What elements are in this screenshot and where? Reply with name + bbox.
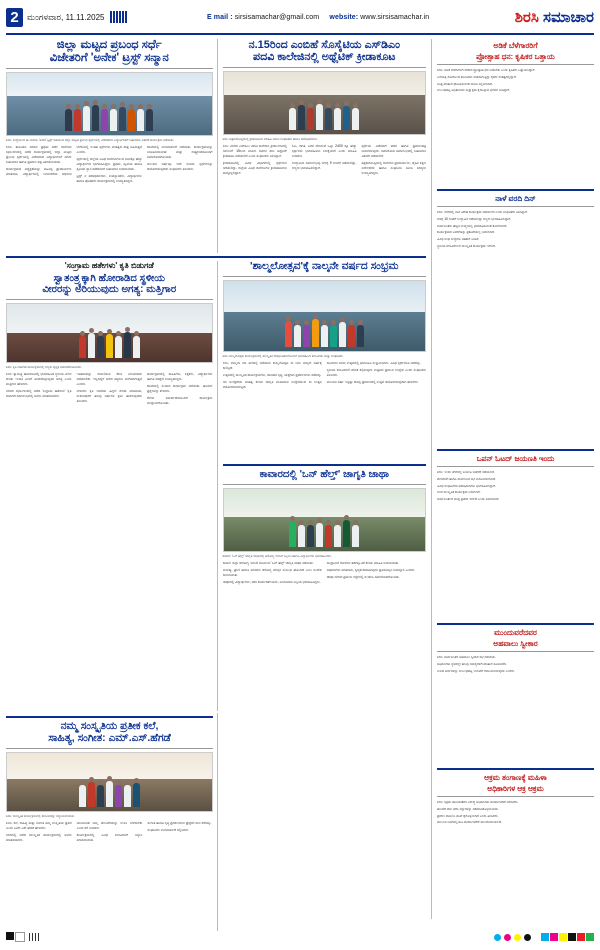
title-part-2: ಸಮಾಚಾರ xyxy=(542,8,594,26)
paragraph: ಮುಂದಿನ ವರ್ಷ ಇನ್ನಷ್ಟು ದೊಡ್ಡ ಪ್ರಮಾಣದಲ್ಲಿ ಉತ್ಸವ ಆಯೋಜಿಸುವುದಾಗಿ ಹೇಳಿದರು. xyxy=(326,380,419,385)
paragraph: ವಿವಿಧ ಸಂಘ ಸಂಸ್ಥೆಗಳು ಸಹಕಾರ ನೀಡಿವೆ. xyxy=(437,237,480,242)
sidebar-item-5-title-line2: ಅಧಿಕಾರಿಗಳ ಆಕ್ರ ಆಕ್ರಮ xyxy=(487,784,544,793)
paragraph: ಶಿರಸಿ: ತಾಲೂಕಿನ ಸರಕಾರಿ ಪ್ರಥಮ ದರ್ಜೆ ಕಾಲೇಜಿನ ಸಭಾಂಗಣದಲ್ಲಿ ನಡೆದ ಕಾರ್ಯಕ್ರಮದಲ್ಲಿ ಜಿಲ್ಲಾ ಮಟ್ಟದ ಪ್ರಬಂಧ ಸ್ಪರ್ಧೆಯಲ್ಲಿ ವಿಜೇತರಾದ ವಿದ್ಯಾರ್ಥಿಗಳಿಗೆ ನಗದು ಬಹುಮಾನ ಹಾಗೂ ಪ್ರಮಾಣ ಪತ್ರ ವಿತರಿಸಲಾಯಿತು. xyxy=(6,145,72,165)
article-3 xyxy=(6,261,218,711)
dateline-day: ಮಂಗಳವಾರ, xyxy=(27,11,64,22)
article-2-caption: ಶಿರಸಿ: ಪತ್ರಿಕಾಗೋಷ್ಠಿಯಲ್ಲಿ ಕ್ರೀಡಾಕೂಟದ ಮಾಹಿತಿ ನೀಡಿದ ಸಂಘಟಕರು ಹಾಗೂ ಪದಾಧಿಕಾರಿಗಳು. xyxy=(222,136,318,141)
email-label: E mail : xyxy=(206,13,233,21)
barcode-marks xyxy=(110,11,127,23)
article-6 xyxy=(6,713,218,931)
paragraph: ಸಂಬಂಧಪಟ್ಟ ಅಧಿಕಾರಿಗಳು ಶೀಘ್ರ ಕ್ರಮ ಕೈಗೊಳ್ಳುವ ಭರವಸೆ ನೀಡಿದ್ದಾರೆ. xyxy=(437,88,511,93)
photo-figures xyxy=(224,319,426,347)
paragraph: ಜಾಥಾ ನಗರದ ಪ್ರಮುಖ ರಸ್ತೆಗಳಲ್ಲಿ ಸಂಚರಿಸಿ ಸಮಾರೋಪಗೊಂಡಿತು. xyxy=(326,575,400,580)
article-3-photo xyxy=(6,303,213,363)
paragraph: ಸಾರ್ವಜನಿಕರಿಗೆ ಮುಕ್ತ ಪ್ರವೇಶ ಇರಲಿದೆ ಎಂದು ತಿಳಿಸಲಾಗಿದೆ. xyxy=(437,497,500,502)
article-4-body xyxy=(223,361,427,461)
paragraph: ಕ್ರೀಡಾಕೂಟದಲ್ಲಿ ವಿವಿಧ ವಿಭಾಗಗಳಲ್ಲಿ ಸ್ಪರ್ಧೆಗಳು ನಡೆಯಲಿದ್ದು, ಜಿಲ್ಲೆಯ ವಿವಿಧ ಕಾಲೇಜುಗಳ ಕ್ರೀಡಾಪಟುಗಳು ಪಾಲ್ಗೊಳ್ಳಲಿದ್ದಾರೆ. xyxy=(222,160,287,175)
sidebar-item-5-title-line1: ಆಕ್ರಮ ತಂಗಾಣಕ್ಕೆ ಮಹಿಳಾ xyxy=(484,773,547,782)
article-1-body xyxy=(6,145,213,253)
sidebar-item-5 xyxy=(437,773,594,950)
website-value[interactable]: www.sirsisamachar.in xyxy=(360,13,430,21)
article-5-headline: ಕಾವಾರದಲ್ಲಿ 'ಒನ್ ಹೆಲ್ತ್' ಜಾಗೃತಿ ಜಾಥಾ xyxy=(259,469,389,481)
article-3-caption: ಶಿರಸಿ: ಕೃತಿ ಬಿಡುಗಡೆ ಕಾರ್ಯಕ್ರಮದಲ್ಲಿ ಗಣ್ಯರು ಪುಸ್ತಕ ಬಿಡುಗಡೆಗೊಳಿಸಿದರು. xyxy=(6,364,82,369)
newspaper-title xyxy=(509,9,594,26)
article-5-photo xyxy=(223,488,427,552)
dateline-date: 11.11.2025 xyxy=(65,12,105,22)
article-1-headline-line1: ಜಿಲ್ಲಾ ಮಟ್ಟದ ಪ್ರಬಂಧ ಸರ್ಧೆ xyxy=(56,39,162,51)
registration-ticks xyxy=(29,933,39,941)
article-1 xyxy=(6,39,218,253)
sidebar-item-4 xyxy=(437,628,594,765)
paragraph: ಶಿರಸಿ: ಸ್ವಾತಂತ್ರ್ಯ ಹೋರಾಟದಲ್ಲಿ ಭಾಗವಹಿಸಿದ ಸ್ಥಳೀಯ ವೀರರ ಕುರಿತು ಇಂದಿನ ಪೀಳಿಗೆ ತಿಳಿದುಕೊಳ್ಳುವುದು ಅಗತ್ಯ ಎಂದು ಮತ್ತಿಗಾರ ಹೇಳಿದರು. xyxy=(6,372,72,386)
paragraph: ಉಳಿದ ಅರ್ಜಿಗಳನ್ನು ಸಂಬಂಧಪಟ್ಟ ಇಲಾಖೆಗೆ ರವಾನಿಸಲಾಗುವುದು ಎಂದರು. xyxy=(437,668,516,673)
article-4-headline: 'ಶಾಲ್ಮಲೋತ್ಸವ'ಕ್ಕೆ ನಾಲ್ಕನೇ ವರ್ಷದ ಸಂಭ್ರಮ xyxy=(250,260,399,273)
article-5-body xyxy=(223,561,427,711)
article-2-headline-line2: ಪದವಿ ಕಾಲೇಜಿನಲ್ಲಿ ಅಥ್ಲೆಟಿಕ್ ಕ್ರೀಡಾಕೂಟ xyxy=(253,51,396,64)
paragraph: ನಗರದ ಸಭಾಂಗಣದಲ್ಲಿ ನಡೆದ 'ಸಂಗ್ರಾಮ ಹತೇಗಳು' ಕೃತಿ ಬಿಡುಗಡೆ ಸಮಾರಂಭದಲ್ಲಿ ಅವರು ಮಾತನಾಡಿದರು. xyxy=(6,388,72,398)
article-2-headline-line1: ನ.15ರಿಂದ ಎಂಬಿಹೆ ಸೊಸೈಟಿಯ ಎಸ್‌ಡಿಎಂ xyxy=(248,39,400,51)
paragraph: ಜಾಥಾದಲ್ಲಿ ವಿದ್ಯಾರ್ಥಿಗಳು, ಆಶಾ ಕಾರ್ಯಕರ್ತೆಯರು, ಅಂಗನವಾಡಿ ಸಿಬ್ಬಂದಿ ಭಾಗವಹಿಸಿದ್ದರು. xyxy=(222,579,321,584)
article-4-caption: ಶಿರಸಿ: ಶಾಲ್ಮಲೋತ್ಸವ ಕಾರ್ಯಕ್ರಮದಲ್ಲಿ ಸಾಂಸ್ಕೃತಿಕ ವೇಷಭೂಷಣದೊಂದಿಗೆ ಭಾಗವಹಿಸಿದ ಕಲಾವಿದರು ಮತ್ತು ಸಂಘಟಕರು. xyxy=(222,353,344,358)
paragraph: ಅಧಿಕಾರಿಗಳು ಸ್ಥಳದಲ್ಲೇ ಹಲವು ಸಮಸ್ಯೆಗಳಿಗೆ ಪರಿಹಾರ ಸೂಚಿಸಿದರು. xyxy=(437,661,508,666)
paragraph: ಸ್ಥಳೀಯ ಕಲಾವಿದರಿಂದ ಸಾಂಸ್ಕೃತಿಕ ಕಾರ್ಯಕ್ರಮ ಇರಲಿದೆ. xyxy=(437,243,496,248)
email-value[interactable]: sirsisamachar@gmail.com xyxy=(234,13,320,21)
sidebar-item-3-title-line1: ಒಪನ್ ಓಟದ್ ಜಯಣತಿ ಇಂದು xyxy=(476,454,555,463)
sidebar-item-1 xyxy=(437,41,594,186)
photo-figures xyxy=(7,332,212,358)
article-2-body xyxy=(223,144,427,252)
sidebar-item-2 xyxy=(437,194,594,446)
article-1-headline-line2: ವಿಜೇತರಿಗೆ 'ಅನೇಕ' ಟ್ರಸ್ಟ್ ಸನ್ಮಾನ xyxy=(49,51,169,64)
sidebar-item-3-body xyxy=(437,470,594,620)
paragraph: ಎಲೆಚುಕ್ಕಿ ರೋಗದಿಂದ ತೋಟಗಳು ನಾಶವಾಗುತ್ತಿದ್ದು ರೈತರು ಸಂಕಷ್ಟದಲ್ಲಿದ್ದಾರೆ. xyxy=(437,74,517,79)
paragraph: ಕೊನೆಯಲ್ಲಿ ವಂದನಾರ್ಪಣೆ ನಡೆಯಿತು. ಕಾರ್ಯಕ್ರಮವನ್ನು ನಿರೂಪಿಸಲಾಯಿತು ಮತ್ತು ರಾಷ್ಟ್ರಗೀತೆಯೊಂದಿಗೆ ಸಮಾರೋಪಗೊಂಡಿತು. xyxy=(147,145,213,160)
sidebar-item-5-body xyxy=(437,800,594,950)
registration-right xyxy=(541,933,594,941)
article-3-kicker: 'ಸಂಗ್ರಾಮ ಹತೇಗಳು' ಕೃತಿ ಬಿಡುಗಡೆ xyxy=(64,261,154,271)
article-2-photo xyxy=(223,71,427,135)
article-6-body xyxy=(6,821,213,931)
paragraph: ಸಂಜೆ ಸಾಂಸ್ಕೃತಿಕ ಕಾರ್ಯಕ್ರಮ ಜರುಗಲಿದೆ. xyxy=(437,490,481,495)
paragraph: ಮುಂದಿನ ದಿನಗಳಲ್ಲಿಯೂ ಕಾರ್ಯಾಚರಣೆ ಮುಂದುವರಿಯಲಿದೆ. xyxy=(437,820,502,825)
website-label: website: xyxy=(329,13,359,21)
registration-left xyxy=(6,932,25,942)
contact-line xyxy=(127,14,508,21)
title-part-1: ಶಿರಸಿ xyxy=(514,8,539,26)
article-6-caption: ಶಿರಸಿ: ಸಾಂಸ್ಕೃತಿಕ ಕಾರ್ಯಕ್ರಮದಲ್ಲಿ ಕಲಾವಿದರನ್ನು ಸನ್ಮಾನಿಸಲಾಯಿತು. xyxy=(6,813,75,818)
paragraph: ಸ್ಪರ್ಧೆಯ ವಿಜೇತರಿಗೆ ಪದಕ ಹಾಗೂ ಪ್ರಮಾಣಪತ್ರ ನೀಡಲಾಗುವುದು. ಸಮಾರೋಪ ಸಮಾರಂಭದಲ್ಲಿ ಬಹುಮಾನ ವಿತರಣೆ ನಡೆಯಲಿದೆ. xyxy=(361,144,426,158)
sidebar-item-3 xyxy=(437,454,594,620)
sidebar-item-1-body xyxy=(437,68,594,186)
paragraph: ಸಾರ್ವಜನಿಕರು ಹೆಚ್ಚಿನ ಸಂಖ್ಯೆಯಲ್ಲಿ ಭಾಗವಹಿಸುವಂತೆ ಕೋರಲಾಗಿದೆ. xyxy=(437,223,508,228)
paragraph: ಇತಿಹಾಸವನ್ನು ದಾಖಲಿಸುವ ಕೆಲಸ ನಿರಂತರವಾಗಿ ನಡೆಯಬೇಕು. ಇಲ್ಲದಿದ್ದರೆ ಅನೇಕ ಸತ್ಯಗಳು ಮರೆಯಾಗುತ್ತವೆ ಎಂದರು. xyxy=(76,372,142,386)
article-5-caption: ಕಾವಾರ: 'ಒನ್ ಹೆಲ್ತ್' ಜಾಗೃತಿ ಜಾಥಾದಲ್ಲಿ ಆರೋಗ್ಯ ಇಲಾಖೆ ಸಿಬ್ಬಂದಿ ಹಾಗೂ ವಿದ್ಯಾರ್ಥಿಗಳು ಭಾಗವಹಿಸಿದರು. xyxy=(222,553,332,558)
page-columns xyxy=(6,39,594,919)
paragraph: ಶಿರಸಿ: ನಗರದಲ್ಲಿ ನಾಳೆ ವಿಶೇಷ ಕಾರ್ಯಕ್ರಮ ನಡೆಯಲಿದೆ ಎಂದು ಸಂಘಟಕರು ತಿಳಿಸಿದ್ದಾರೆ. xyxy=(437,210,528,214)
paragraph: ಅಧಿಕಾರಿಗಳು ಮಾತನಾಡಿ, ಸ್ವಚ್ಛತೆ ಕಾಪಾಡುವುದು ಪ್ರತಿಯೊಬ್ಬರ ಜವಾಬ್ದಾರಿ ಎಂದರು. xyxy=(326,568,416,573)
sidebar-item-4-title-line2: ಅಹವಾಲು ಸ್ವೀಕಾರ xyxy=(493,639,538,648)
paragraph: ಪ್ರಕರಣ ದಾಖಲಿಸಿ ತನಿಖೆ ಕೈಗೊಳ್ಳಲಾಗಿದೆ ಎಂದು ತಿಳಿಸಿದರು. xyxy=(437,813,499,818)
paragraph: ಶಿರಸಿ: ಕಲೆ, ಸಾಹಿತ್ಯ ಮತ್ತು ಸಂಗೀತ ನಮ್ಮ ಸಂಸ್ಕೃತಿಯ ಪ್ರತೀಕ ಎಂದು ಎಮ್.ಎಸ್.ಹೆಗಡೆ ಹೇಳಿದರು. xyxy=(6,821,72,831)
paragraph: ಯುವಜನತೆ ನಮ್ಮ ಪರಂಪರೆಯನ್ನು ಉಳಿಸಿ ಬೆಳೆಸಬೇಕು ಎಂದು ಕರೆ ನೀಡಿದರು. xyxy=(76,821,143,831)
sidebar-item-2-body xyxy=(437,210,594,446)
paragraph: ನಗರದಲ್ಲಿ ನಡೆದ ಸಾಂಸ್ಕೃತಿಕ ಕಾರ್ಯಕ್ರಮದಲ್ಲಿ ಅವರು ಮಾತನಾಡಿದರು. xyxy=(6,833,72,842)
article-6-headline-line1: ನಮ್ಮ ಸಂಸ್ಕೃತಿಯ ಪ್ರತೀಕ ಕಲೆ, xyxy=(60,720,159,733)
paragraph: ಕೊನೆಯಲ್ಲಿ ಸಂವಾದ ಕಾರ್ಯಕ್ರಮ ನಡೆಯಿತು. ಹಲವರು ಪ್ರಶ್ನೆಗಳನ್ನು ಕೇಳಿದರು. xyxy=(147,383,213,393)
photo-figures xyxy=(7,105,212,131)
paragraph: ಲೇಖಕರು ಕೃತಿ ರಚನೆಯ ಹಿನ್ನೆಲೆ ಕುರಿತು ಮಾತನಾಡಿ, ಸಂಶೋಧನೆಗೆ ಹಲವು ವರ್ಷಗಳ ಶ್ರಮ ಹಾಕಿರುವುದಾಗಿ ತಿಳಿಸಿದರು. xyxy=(76,388,142,403)
article-1-caption: ಶಿರಸಿ: ಸಂಸ್ಥೆಯಿಂದ ಈ ಬಾರಿಯ 'ಅನೇಕ' ಟ್ರಸ್ಟ್ ವತಿಯಿಂದ ಜಿಲ್ಲಾ ಮಟ್ಟದ ಪ್ರಬಂಧ ಸ್ಪರ್ಧೆಯಲ್ಲಿ ವಿಜೇತರಾದ ವಿದ್ಯಾರ್ಥಿಗಳಿಗೆ ಬಹುಮಾನ ವಿತರಣೆ ಕಾರ್ಯಕ್ರಮ ನಡೆಯಿತು. xyxy=(6,137,175,142)
page-number: 2 xyxy=(6,8,23,27)
paragraph: ಶಿರಸಿ: ನಗರದ ಎಸ್‌ಡಿಎಂ ಪದವಿ ಕಾಲೇಜಿನ ಕ್ರೀಡಾಂಗಣದಲ್ಲಿ ನವೆಂಬರ್ 15ರಿಂದ ಮೂರು ದಿನಗಳ ಕಾಲ ಅಥ್ಲೆಟಿಕ್ ಕ್ರೀಡಾಕೂಟ ನಡೆಯಲಿದೆ ಎಂದು ಸಂಘಟಕರು ತಿಳಿಸಿದ್ದಾರೆ. xyxy=(222,144,287,158)
paragraph: ವಿವಿಧ ಸಂಘಟನೆಗಳ ಪದಾಧಿಕಾರಿಗಳು ಭಾಗವಹಿಸಲಿದ್ದಾರೆ. xyxy=(437,483,496,488)
paragraph: ಸಂಗೀತ ಹಾಗೂ ನೃತ್ಯ ಪ್ರದರ್ಶನಗಳು ಪ್ರೇಕ್ಷಕರ ಮನ ಸೆಳೆದವು. xyxy=(147,821,212,826)
article-3-headline-line2: ವೀರರನ್ನು ಅರಿಯುವುದು ಅಗತ್ಯ: ಮತ್ತಿಗಾರ xyxy=(42,284,177,296)
masthead xyxy=(6,4,594,35)
paragraph: ಸೂಕ್ತ ಪರಿಹಾರ ಘೋಷಿಸುವಂತೆ ಮನವಿ ಸಲ್ಲಿಸಲಾಗಿದೆ. xyxy=(437,81,493,86)
paragraph: ಶಿರಸಿ: ಶಾಲ್ಮಲಾ ನದಿ ತೀರದಲ್ಲಿ ನಡೆಯುವ ಶಾಲ್ಮಲೋತ್ಸವ ಈ ಬಾರಿ ನಾಲ್ಕನೇ ವರ್ಷಕ್ಕೆ ಕಾಲಿಟ್ಟಿದೆ. xyxy=(222,361,322,371)
second-stories-row xyxy=(6,261,426,711)
article-3-headline-line1: ಸ್ವಾತಂತ್ರ್ಯಕ್ಕಾಗಿ ಹೋರಾಡಿದ ಸ್ಥಳೀಯ xyxy=(53,273,165,285)
paragraph: ಶಿರಸಿ: ಅಡಿಕೆ ಬೆಳೆಗಾರರಿಗೆ ಸರಕಾರ ಪ್ರೋತ್ಸಾಹ ಧನ ನೀಡಬೇಕು ಎಂದು ಕೃಷಿಕರು ಒತ್ತಾಯಿಸಿದ್ದಾರೆ. xyxy=(437,68,536,72)
photo-figures xyxy=(224,104,426,130)
paragraph: ಮೆರವಣಿಗೆ ಹಾಗೂ ಸಾರ್ವಜನಿಕ ಸಭೆ ಆಯೋಜಿಸಲಾಗಿದೆ. xyxy=(437,476,496,481)
paragraph: ಉದ್ಘಾಟನಾ ಸಮಾರಂಭವು ಬೆಳಿಗ್ಗೆ 9 ಗಂಟೆಗೆ ನಡೆಯಲಿದ್ದು, ಗಣ್ಯರು ಭಾಗವಹಿಸಲಿದ್ದಾರೆ. xyxy=(292,160,357,170)
paragraph: ಸ್ಥಳೀಯ ಕಲಾವಿದರಿಗೆ ವೇದಿಕೆ ಕಲ್ಪಿಸುವುದು ಉತ್ಸವದ ಪ್ರಮುಖ ಉದ್ದೇಶ ಎಂದು ಸಂಘಟಕರು ತಿಳಿಸಿದರು. xyxy=(326,368,426,378)
paragraph: ನದಿ ಸಂರಕ್ಷಣೆಯ ಮಹತ್ವ ಕುರಿತು ಜಾಗೃತಿ ಮೂಡಿಸುವ ಉದ್ದೇಶದಿಂದ ಈ ಉತ್ಸವ ಆಯೋಜಿಸಲಾಗುತ್ತಿದೆ. xyxy=(222,380,322,390)
paragraph: ಕಾರ್ಯಕ್ರಮದಲ್ಲಿ ವಿವಿಧ ಕಲಾವಿದರಿಗೆ ಸನ್ಮಾನ ಮಾಡಲಾಯಿತು. xyxy=(76,833,143,842)
sidebar-item-1-title-line2: ಪ್ರೋತ್ಸಾಹ ಧನ: ಕೃಷಿಕರ ಒತ್ತಾಯ xyxy=(476,52,555,61)
photo-figures xyxy=(224,520,426,547)
paragraph: ಮುಂದಿನ ವರ್ಷವೂ ಇದೇ ರೀತಿಯ ಸ್ಪರ್ಧೆಗಳನ್ನು ಆಯೋಜಿಸುವುದಾಗಿ ಸಂಘಟಕರು ತಿಳಿಸಿದರು. xyxy=(147,162,213,171)
paragraph: ಶಿರಸಿ: ಅಕ್ರಮ ಚಟುವಟಿಕೆಗಳ ವಿರುದ್ಧ ಅಧಿಕಾರಿಗಳು ಕಾರ್ಯಾಚರಣೆ ನಡೆಸಿದರು. xyxy=(437,800,519,804)
sidebar-item-4-body xyxy=(437,655,594,765)
paragraph: ಬೆಳಿಗ್ಗೆ 10 ಗಂಟೆಗೆ ಉದ್ಘಾಟನೆ ನಡೆಯಲಿದ್ದು ಗಣ್ಯರು ಭಾಗವಹಿಸಲಿದ್ದಾರೆ. xyxy=(437,216,512,221)
article-4-photo xyxy=(223,280,427,352)
paragraph: ಕಾರ್ಯಕ್ರಮದಲ್ಲಿ ಸಾಹಿತಿಗಳು, ಶಿಕ್ಷಕರು, ವಿದ್ಯಾರ್ಥಿಗಳು ಹಾಗೂ ಆಸಕ್ತರು ಉಪಸ್ಥಿತರಿದ್ದರು. xyxy=(147,372,213,382)
sidebar-item-2-title-line1: ನಾಳೆ ವರದಿ ದಿನ್ xyxy=(495,194,536,203)
article-5 xyxy=(223,469,427,711)
paragraph: ಉತ್ಸವದಲ್ಲಿ ಸಾಂಸ್ಕೃತಿಕ ಕಾರ್ಯಕ್ರಮಗಳು, ಜಾನಪದ ನೃತ್ಯ, ಯಕ್ಷಗಾನ ಪ್ರದರ್ಶನಗಳು ನಡೆದವು. xyxy=(222,373,322,378)
paragraph: ಮನುಷ್ಯ, ಪ್ರಾಣಿ ಹಾಗೂ ಪರಿಸರದ ಆರೋಗ್ಯ ಪರಸ್ಪರ ಸಂಬಂಧ ಹೊಂದಿದೆ ಎಂಬ ಸಂದೇಶ ಸಾರಲಾಯಿತು. xyxy=(222,568,322,578)
sidebar-item-4-title-line1: ಮುಂದುವರೆದವರ xyxy=(494,628,537,637)
sidebar-item-1-title-line1: ಅಡಿಕೆ ಬೆಳೆಗಾರರಿಗೆ xyxy=(493,41,538,50)
paragraph: ಸ್ಪರ್ಧೆಯಲ್ಲಿ ಜಿಲ್ಲೆಯ ವಿವಿಧ ಕಾಲೇಜುಗಳಿಂದ ನೂರಕ್ಕೂ ಹೆಚ್ಚು ವಿದ್ಯಾರ್ಥಿಗಳು ಭಾಗವಹಿಸಿದ್ದರು. ಪ್ರಥಮ, ದ್ವಿತೀಯ ಹಾಗೂ ತೃತೀಯ ಸ್ಥಾನ ಪಡೆದವರಿಗೆ ಬಹುಮಾನ ನೀಡಲಾಯಿತು. xyxy=(76,157,142,171)
top-stories-row xyxy=(6,39,426,253)
sidebar-column xyxy=(431,39,594,919)
paragraph: ಓಟ, ಜಿಗಿತ, ಎಸೆತ ಸೇರಿದಂತೆ ಒಟ್ಟು 2400 ಕ್ಕೂ ಹೆಚ್ಚು ಸ್ಪರ್ಧಿಗಳು ಭಾಗವಹಿಸುವ ನಿರೀಕ್ಷೆಯಿದೆ ಎಂದು ಮಾಹಿತಿ ನೀಡಿದರು. xyxy=(292,144,357,158)
article-2 xyxy=(223,39,427,253)
paragraph: ಹಲವೆಡೆ ದಾಳಿ ನಡೆಸಿ ವಸ್ತುಗಳನ್ನು ವಶಪಡಿಸಿಕೊಳ್ಳಲಾಯಿತು. xyxy=(437,806,499,811)
paragraph: ಟ್ರಸ್ಟ್ ನ ಪದಾಧಿಕಾರಿಗಳು, ಉಪನ್ಯಾಸಕರು, ವಿದ್ಯಾರ್ಥಿಗಳು ಹಾಗೂ ಪೋಷಕರು ಕಾರ್ಯಕ್ರಮದಲ್ಲಿ ಉಪಸ್ಥಿತರಿದ್ದರು. xyxy=(76,173,142,183)
paragraph: ಸಾಂಕ್ರಾಮಿಕ ರೋಗಗಳ ತಡೆಗಟ್ಟುವಿಕೆ ಕುರಿತು ಮಾಹಿತಿ ನೀಡಲಾಯಿತು. xyxy=(326,561,400,566)
article-3-body xyxy=(6,372,213,564)
paragraph: ಗೌರವ ಸಮರ್ಪಣೆಯೊಂದಿಗೆ ಕಾರ್ಯಕ್ರಮ ಮುಕ್ತಾಯಗೊಂಡಿತು. xyxy=(147,395,213,405)
paragraph: ಶಿರಸಿ: ಇಂದು ನಗರದಲ್ಲಿ ಜಯಂತಿ ಆಚರಣೆ ನಡೆಯಲಿದೆ. xyxy=(437,470,495,474)
paragraph: ಕಾರ್ಯಕ್ರಮದ ವಿವರಗಳನ್ನು ಪ್ರಕಟಣೆಯಲ್ಲಿ ನೀಡಲಾಗಿದೆ. xyxy=(437,230,495,235)
paragraph: ಸಾವಿರಾರು ಜನರು ಉತ್ಸವದಲ್ಲಿ ಭಾಗವಹಿಸಿ ಸಂಭ್ರಮಿಸಿದರು. ವಿವಿಧ ಸ್ಪರ್ಧೆಗಳೂ ನಡೆದವು. xyxy=(326,361,421,366)
article-6-photo xyxy=(6,752,213,812)
paragraph: ಸಂಘಟಕರು ವಂದನಾರ್ಪಣೆ ಸಲ್ಲಿಸಿದರು. xyxy=(147,828,190,833)
photo-figures xyxy=(7,781,212,807)
color-dots xyxy=(494,934,531,941)
dateline xyxy=(27,12,104,23)
article-4 xyxy=(223,261,427,711)
paragraph: ಕಾರ್ಯಕ್ರಮದ ಅಧ್ಯಕ್ಷತೆಯನ್ನು ವಹಿಸಿದ್ದ ಪ್ರಾಚಾರ್ಯರು ಮಾತನಾಡಿ, ವಿದ್ಯಾರ್ಥಿಗಳಲ್ಲಿ ಬರವಣಿಗೆಯ ಅಭಿರುಚಿ ಬೆಳೆಸುವಲ್ಲಿ ಇಂತಹ ಸ್ಪರ್ಧೆಗಳು ಮಹತ್ವದ ಪಾತ್ರ ವಹಿಸುತ್ತವೆ ಎಂದರು. xyxy=(6,145,142,176)
article-1-photo xyxy=(6,72,213,136)
paragraph: ಪತ್ರಿಕಾಗೋಷ್ಠಿಯಲ್ಲಿ ಕಾಲೇಜಿನ ಪ್ರಾಚಾರ್ಯರು, ದೈಹಿಕ ಶಿಕ್ಷಣ ನಿರ್ದೇಶಕರು ಹಾಗೂ ಸಂಘಟನಾ ಸಮಿತಿ ಸದಸ್ಯರು ಉಪಸ್ಥಿತರಿದ್ದರು. xyxy=(361,160,426,175)
paragraph: ಕಾವಾರ: ಜಿಲ್ಲಾ ಆರೋಗ್ಯ ಇಲಾಖೆ ವತಿಯಿಂದ 'ಒನ್ ಹೆಲ್ತ್' ಜಾಗೃತಿ ಜಾಥಾ ನಡೆಯಿತು. xyxy=(222,561,314,566)
print-registration-bar xyxy=(6,932,594,942)
main-content xyxy=(6,39,426,919)
paragraph: ಶಿರಸಿ: ಸಾರ್ವಜನಿಕರ ಅಹವಾಲು ಸ್ವೀಕಾರ ಸಭೆ ನಡೆಯಿತು. xyxy=(437,655,496,659)
article-6-headline-line2: ಸಾಹಿತ್ಯ, ಸಂಗೀತ: ಎಮ್.ಎಸ್.ಹೆಗಡೆ xyxy=(48,731,171,744)
